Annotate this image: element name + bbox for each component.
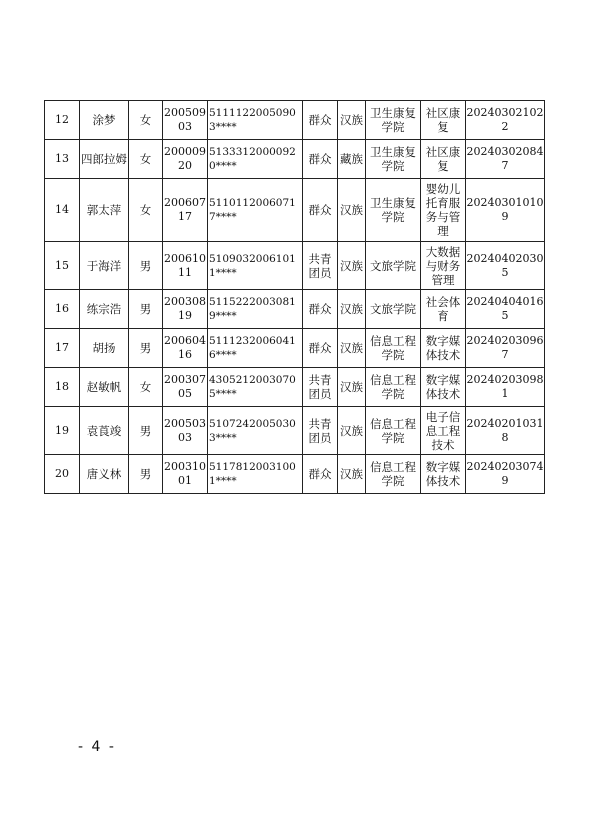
ethnicity-cell: 藏族	[338, 140, 366, 179]
birth-date-cell: 20030819	[163, 290, 208, 329]
ethnicity-cell: 汉族	[338, 101, 366, 140]
student-number-cell: 202403020847	[466, 140, 545, 179]
id-number-cell: 43052120030705****	[208, 368, 303, 407]
political-status-cell: 共青团员	[303, 242, 338, 290]
major-cell: 婴幼儿托育服务与管理	[421, 179, 466, 242]
college-cell: 信息工程学院	[366, 329, 421, 368]
table-row	[45, 179, 545, 242]
table-row	[45, 290, 545, 329]
student-name-cell: 于海洋	[80, 242, 129, 290]
college-cell: 信息工程学院	[366, 368, 421, 407]
student-name-cell: 赵敏帆	[80, 368, 129, 407]
major-cell: 数字媒体技术	[421, 368, 466, 407]
gender-cell: 女	[129, 179, 163, 242]
college-cell: 信息工程学院	[366, 455, 421, 494]
major-cell: 社区康复	[421, 140, 466, 179]
political-status-cell: 群众	[303, 290, 338, 329]
row-number-cell: 16	[45, 290, 80, 329]
student-number-cell: 202404040165	[466, 290, 545, 329]
political-status-cell: 共青团员	[303, 368, 338, 407]
ethnicity-cell: 汉族	[338, 455, 366, 494]
id-number-cell: 51111220050903****	[208, 101, 303, 140]
table-row	[45, 140, 545, 179]
id-number-cell: 51101120060717****	[208, 179, 303, 242]
gender-cell: 男	[129, 455, 163, 494]
row-number-cell: 14	[45, 179, 80, 242]
birth-date-cell: 20050903	[163, 101, 208, 140]
ethnicity-cell: 汉族	[338, 407, 366, 455]
birth-date-cell: 20050303	[163, 407, 208, 455]
table-row	[45, 101, 545, 140]
college-cell: 信息工程学院	[366, 407, 421, 455]
college-cell: 卫生康复学院	[366, 140, 421, 179]
student-name-cell: 唐义林	[80, 455, 129, 494]
student-number-cell: 202403021022	[466, 101, 545, 140]
row-number-cell: 18	[45, 368, 80, 407]
ethnicity-cell: 汉族	[338, 290, 366, 329]
student-number-cell: 202402030981	[466, 368, 545, 407]
major-cell: 社区康复	[421, 101, 466, 140]
row-number-cell: 15	[45, 242, 80, 290]
student-number-cell: 202402030967	[466, 329, 545, 368]
student-name-cell: 袁莨竣	[80, 407, 129, 455]
row-number-cell: 20	[45, 455, 80, 494]
political-status-cell: 共青团员	[303, 407, 338, 455]
student-name-cell: 郭太萍	[80, 179, 129, 242]
birth-date-cell: 20030705	[163, 368, 208, 407]
id-number-cell: 51072420050303****	[208, 407, 303, 455]
page-number: - 4 -	[78, 739, 116, 755]
gender-cell: 男	[129, 329, 163, 368]
ethnicity-cell: 汉族	[338, 242, 366, 290]
major-cell: 电子信息工程技术	[421, 407, 466, 455]
row-number-cell: 13	[45, 140, 80, 179]
gender-cell: 女	[129, 140, 163, 179]
student-number-cell: 202402010318	[466, 407, 545, 455]
table-row	[45, 242, 545, 290]
gender-cell: 男	[129, 290, 163, 329]
gender-cell: 女	[129, 101, 163, 140]
student-name-cell: 练宗浩	[80, 290, 129, 329]
student-name-cell: 胡扬	[80, 329, 129, 368]
student-number-cell: 202403010109	[466, 179, 545, 242]
table-row	[45, 368, 545, 407]
row-number-cell: 17	[45, 329, 80, 368]
major-cell: 大数据与财务管理	[421, 242, 466, 290]
political-status-cell: 群众	[303, 179, 338, 242]
college-cell: 卫生康复学院	[366, 101, 421, 140]
ethnicity-cell: 汉族	[338, 179, 366, 242]
ethnicity-cell: 汉族	[338, 329, 366, 368]
roster-body	[45, 101, 545, 494]
id-number-cell: 51112320060416****	[208, 329, 303, 368]
row-number-cell: 19	[45, 407, 80, 455]
political-status-cell: 群众	[303, 101, 338, 140]
birth-date-cell: 20061011	[163, 242, 208, 290]
political-status-cell: 群众	[303, 455, 338, 494]
student-name-cell: 四郎拉姆	[80, 140, 129, 179]
student-number-cell: 202404020305	[466, 242, 545, 290]
birth-date-cell: 20060717	[163, 179, 208, 242]
table-row	[45, 407, 545, 455]
political-status-cell: 群众	[303, 140, 338, 179]
gender-cell: 男	[129, 242, 163, 290]
id-number-cell: 51333120000920****	[208, 140, 303, 179]
row-number-cell: 12	[45, 101, 80, 140]
gender-cell: 女	[129, 368, 163, 407]
major-cell: 社会体育	[421, 290, 466, 329]
major-cell: 数字媒体技术	[421, 329, 466, 368]
birth-date-cell: 20060416	[163, 329, 208, 368]
table-row	[45, 455, 545, 494]
birth-date-cell: 20000920	[163, 140, 208, 179]
table-row	[45, 329, 545, 368]
major-cell: 数字媒体技术	[421, 455, 466, 494]
id-number-cell: 51178120031001****	[208, 455, 303, 494]
gender-cell: 男	[129, 407, 163, 455]
birth-date-cell: 20031001	[163, 455, 208, 494]
ethnicity-cell: 汉族	[338, 368, 366, 407]
student-name-cell: 涂梦	[80, 101, 129, 140]
id-number-cell: 51090320061011****	[208, 242, 303, 290]
political-status-cell: 群众	[303, 329, 338, 368]
college-cell: 文旅学院	[366, 242, 421, 290]
student-number-cell: 202402030749	[466, 455, 545, 494]
college-cell: 文旅学院	[366, 290, 421, 329]
id-number-cell: 51152220030819****	[208, 290, 303, 329]
student-roster-table	[44, 100, 545, 494]
college-cell: 卫生康复学院	[366, 179, 421, 242]
